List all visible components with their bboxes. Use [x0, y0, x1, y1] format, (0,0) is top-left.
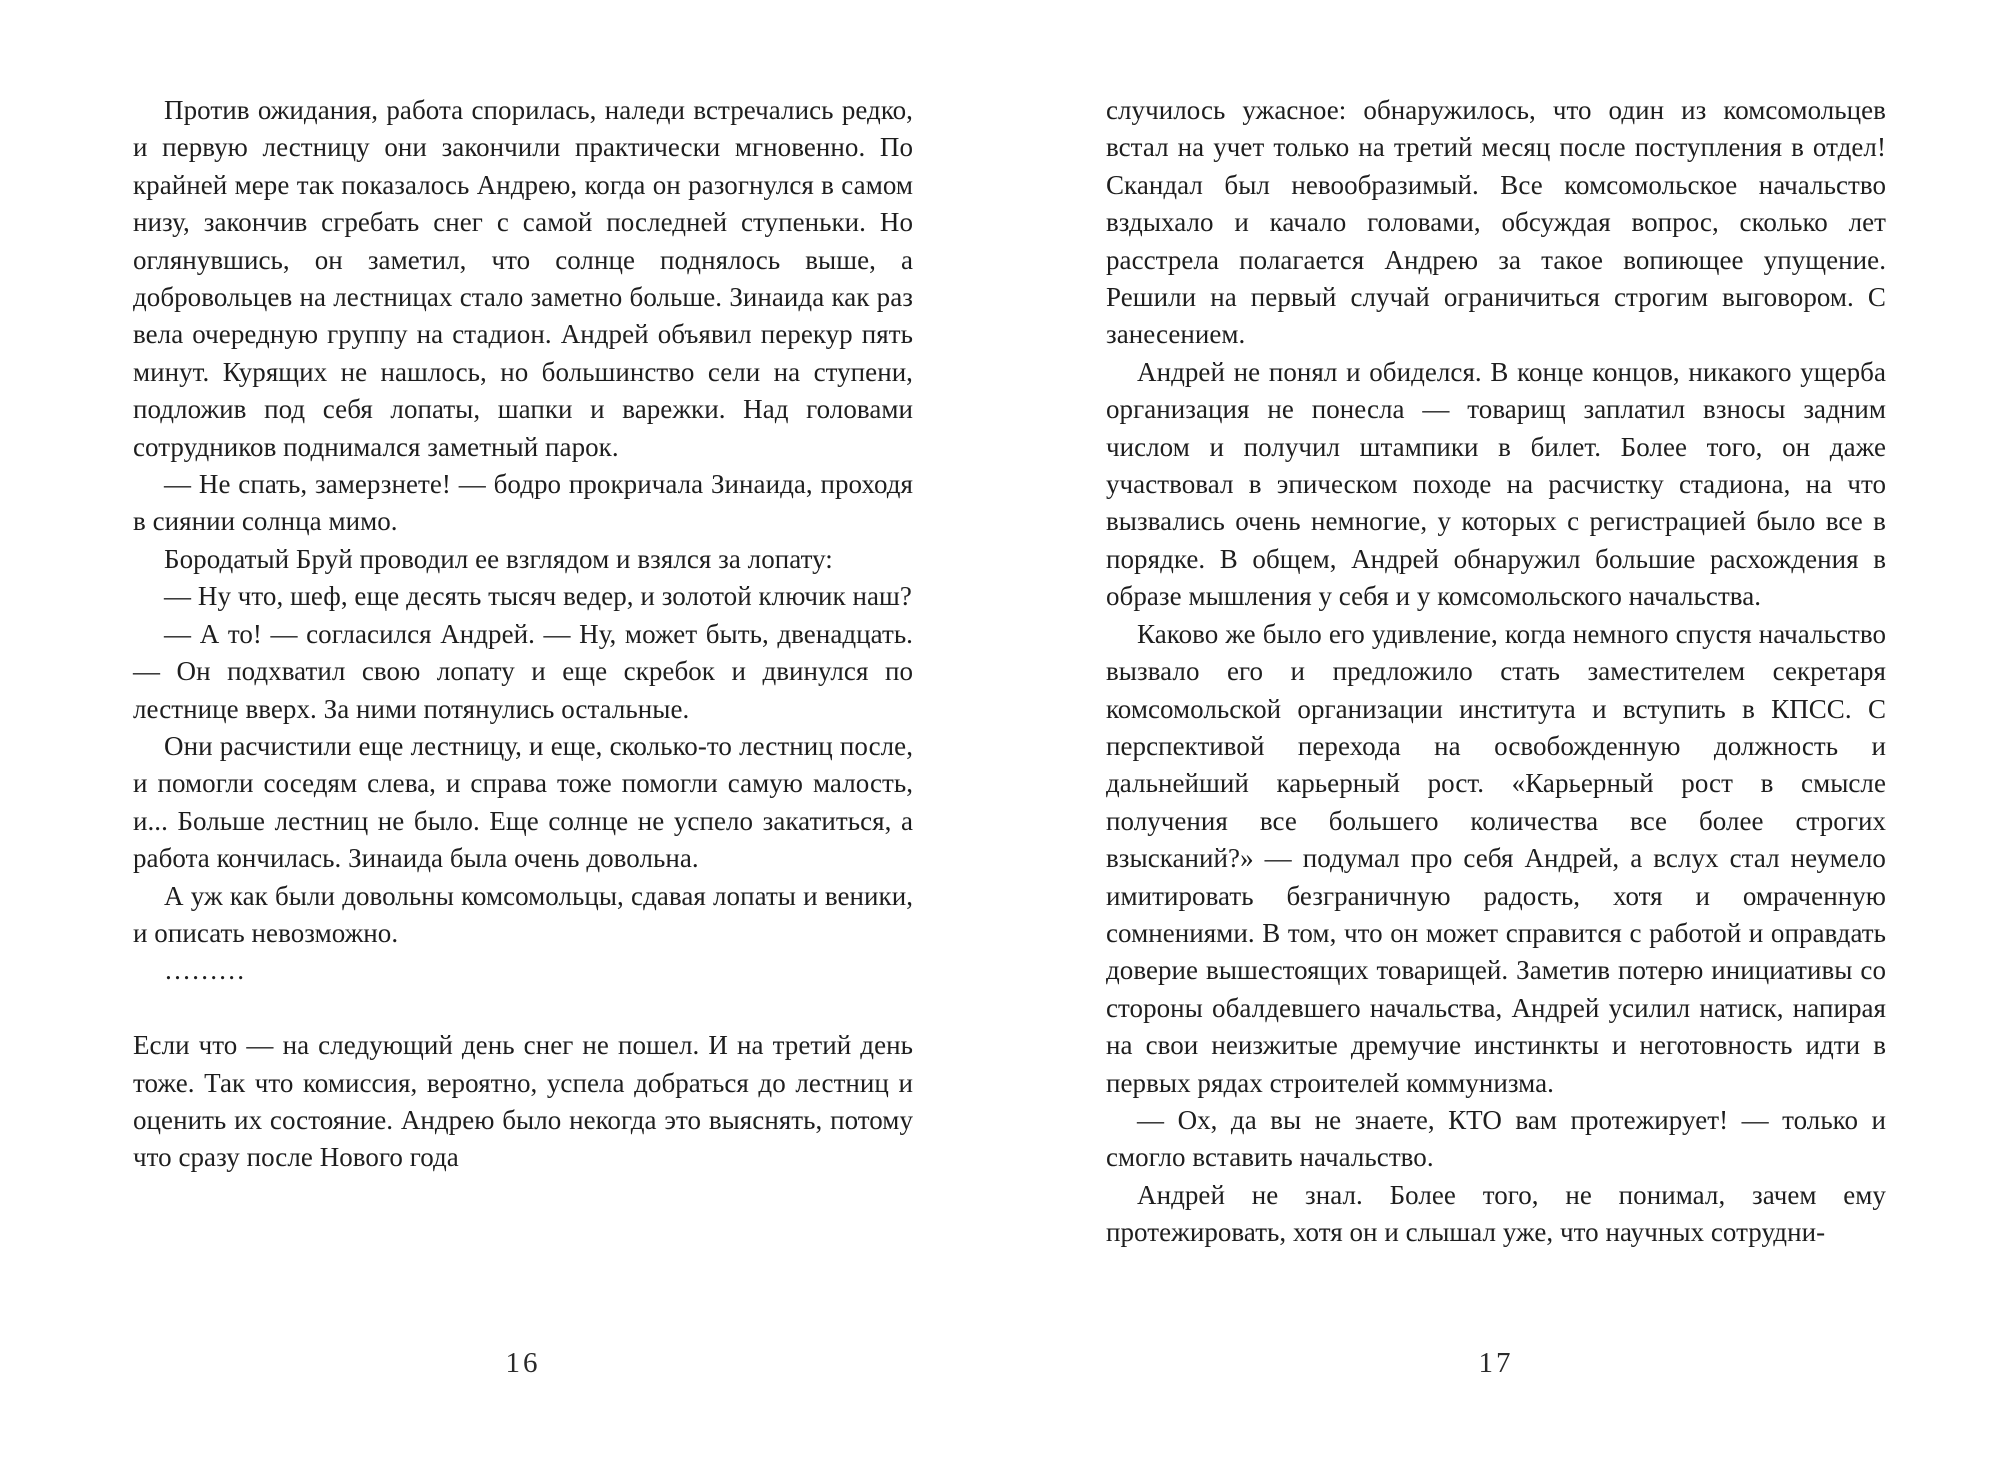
right-page: [1106, 92, 1886, 1252]
paragraph: — Не спать, замерзнете! — бодро прокричала Зинаида, проходя в сиянии солнца мимо.: [133, 469, 913, 537]
paragraph: Против ожидания, работа спорилась, наледи встречались редко, и первую лестницу они закончили практически мгновенно. По крайней мере так показалось Андрею, когда он разогнулся в самом низу, закончив сгребать снег с самой последней ступеньки. Но оглянувшись, он заметил, что солнце поднялось выше, а добровольцев на лестницах стало заметно больше. Зинаида как раз вела очередную группу на стадион. Андрей объявил перекур пять минут. Курящих не нашлось, но большинство сели на ступени, подложив под себя лопаты, шапки и варежки. Над головами сотрудников поднимался заметный парок.: [133, 95, 913, 462]
blank-line: [133, 990, 913, 1027]
paragraph: — Ох, да вы не знаете, КТО вам протежирует! — только и смогло вставить начальство.: [1106, 1104, 1886, 1173]
paragraph: Андрей не знал. Более того, не понимал, зачем ему протежировать, хотя он и слышал уже, что научных сотрудни-: [1106, 1179, 1886, 1248]
paragraph: Андрей не понял и обиделся. В конце концов, никакого ущерба организация не понесла — товарищ заплатил взносы задним числом и получил штампики в билет. Более того, он даже участвовал в эпическом походе на расчистку стадиона, на что вызвались очень немногие, у которых с регистрацией было все в порядке. В общем, Андрей обнаружил большие расхождения в образе мышления у себя и у комсомольского начальства.: [1106, 356, 1886, 612]
paragraph: Каково же было его удивление, когда немного спустя начальство вызвало его и предложило стать заместителем секретаря комсомольской организации института и вступить в КПСС. С перспективой перехода на освобожденную должность и дальнейший карьерный рост. «Карьерный рост в смысле получения все большего количества все более строгих взысканий?» — подумал про себя Андрей, а вслух стал неумело имитировать безграничную радость, хотя и омраченную сомнениями. В том, что он может справится с работой и оправдать доверие вышестоящих товарищей. Заметив потерю инициативы со стороны обалдевшего начальства, Андрей усилил натиск, напирая на свои неизжитые дремучие инстинкты и неготовность идти в первых рядах строителей коммунизма.: [1106, 618, 1886, 1098]
page-number-right: 17: [1478, 1347, 1514, 1379]
left-page: [133, 92, 913, 1177]
paragraph: Бородатый Бруй проводил ее взглядом и взялся за лопату:: [164, 543, 833, 574]
paragraph: А уж как были довольны комсомольцы, сдавая лопаты и веники, и описать невозможно.: [133, 880, 913, 948]
paragraph: — А то! — согласился Андрей. — Ну, может быть, двенадцать. — Он подхватил свою лопату и еще скребок и двинулся по лестнице вверх. За ними потянулись остальные.: [133, 618, 913, 724]
page-number-left: 16: [505, 1347, 541, 1379]
paragraph: — Ну что, шеф, еще десять тысяч ведер, и золотой ключик наш?: [164, 581, 912, 612]
paragraph: случилось ужасное: обнаружилось, что один из комсомольцев встал на учет только на третий месяц после поступления в отдел! Скандал был невообразимый. Все комсомольское начальство вздыхало и качало головами, обсуждая вопрос, сколько лет расстрела полагается Андрею за такое вопиющее упущение. Решили на первый случай ограничиться строгим выговором. С занесением.: [1106, 95, 1886, 350]
paragraph: Они расчистили еще лестницу, и еще, сколько-то лестниц после, и помогли соседям слева, и справа тоже помогли самую малость, и... Больше лестниц не было. Еще солнце не успело закатиться, а работа кончилась. Зинаида была очень довольна.: [133, 730, 913, 874]
paragraph: Если что — на следующий день снег не пошел. И на третий день тоже. Так что комиссия, вероятно, успела добраться до лестниц и оценить их состояние. Андрею было некогда это выяснять, потому что сразу после Нового года: [133, 1030, 913, 1173]
scene-break: ………: [164, 955, 246, 986]
